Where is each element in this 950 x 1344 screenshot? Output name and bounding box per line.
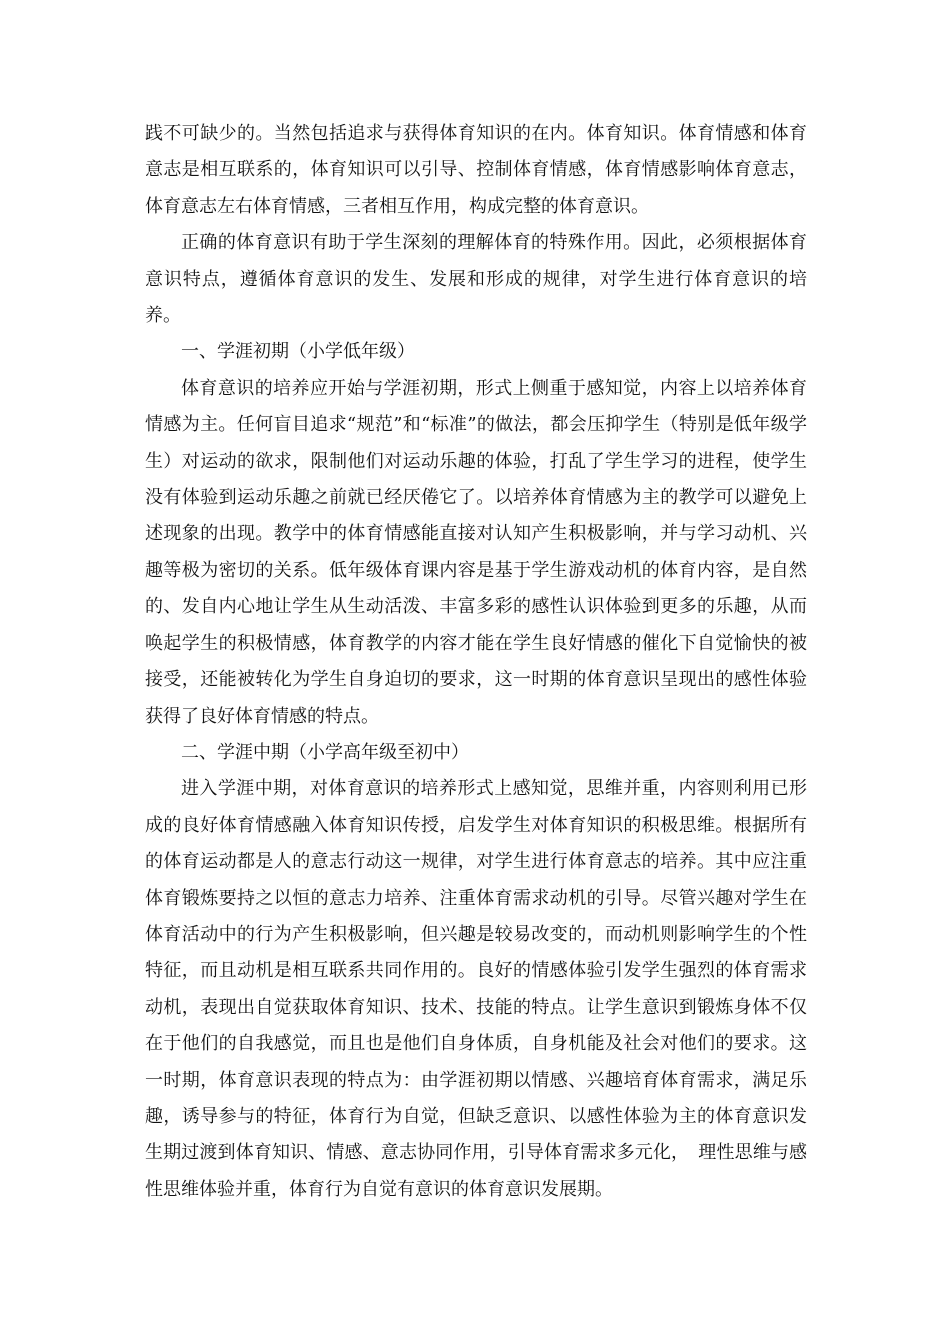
- paragraph-continuation: 践不可缺少的。当然包括追求与获得体育知识的在内。体育知识。体育情感和体育意志是相互联系的，体育知识可以引导、控制体育情感，体育情感影响体育意志，体育意志左右体育情感，三者相互作用，构成完整的体育意识。: [145, 123, 807, 217]
- section-heading-middle: 二、学涯中期（小学高年级至初中）: [181, 741, 469, 763]
- paragraph-early-stage: 体育意识的培养应开始与学涯初期，形式上侧重于感知觉，内容上以培养体育情感为主。任何盲目追求“规范”和“标准”的做法，都会压抑学生（特别是低年级学生）对运动的欲求，限制他们对运动乐趣的体验，打乱了学生学习的进程，使学生没有体验到运动乐趣之前就已经厌倦它了。以培养体育情感为主的教学可以避免上述现象的出现。教学中的体育情感能直接对认知产生积极影响，并与学习动机、兴趣等极为密切的关系。低年级体育课内容是基于学生游戏动机的体育内容，是自然的、发自内心地让学生从生动活泼、丰富多彩的感性认识体验到更多的乐趣，从而唤起学生的积极情感，体育教学的内容才能在学生良好情感的催化下自觉愉快的被接受，还能被转化为学生自身迫切的要求，这一时期的体育意识呈现出的感性体验获得了良好体育情感的特点。: [145, 377, 807, 727]
- paragraph-middle-stage: 进入学涯中期，对体育意识的培养形式上感知觉，思维并重，内容则利用已形成的良好体育情感融入体育知识传授，启发学生对体育知识的积极思维。根据所有的体育运动都是人的意志行动这一规律，对学生进行体育意志的培养。其中应注重体育锻炼要持之以恒的意志力培养、注重体育需求动机的引导。尽管兴趣对学生在体育活动中的行为产生积极影响，但兴趣是较易改变的，而动机则影响学生的个性特征，而且动机是相互联系共同作用的。良好的情感体验引发学生强烈的体育需求动机，表现出自觉获取体育知识、技术、技能的特点。让学生意识到锻炼身体不仅在于他们的自我感觉，而且也是他们自身体质，自身机能及社会对他们的要求。这一时期，体育意识表现的特点为：由学涯初期以情感、兴趣培育体育需求，满足乐趣，诱导参与的特征，体育行为自觉，但缺乏意识、以感性体验为主的体育意识发生期过渡到体育知识、情感、意志协同作用，引导体育需求多元化， 理性思维与感性思维体验并重，体育行为自觉有意识的体育意识发展期。: [145, 778, 807, 1200]
- section-heading-early: 一、学涯初期（小学低年级）: [181, 341, 415, 363]
- document-body: [145, 116, 807, 1208]
- paragraph-intro: 正确的体育意识有助于学生深刻的理解体育的特殊作用。因此，必须根据体育意识特点，遵循体育意识的发生、发展和形成的规律，对学生进行体育意识的培养。: [145, 232, 807, 327]
